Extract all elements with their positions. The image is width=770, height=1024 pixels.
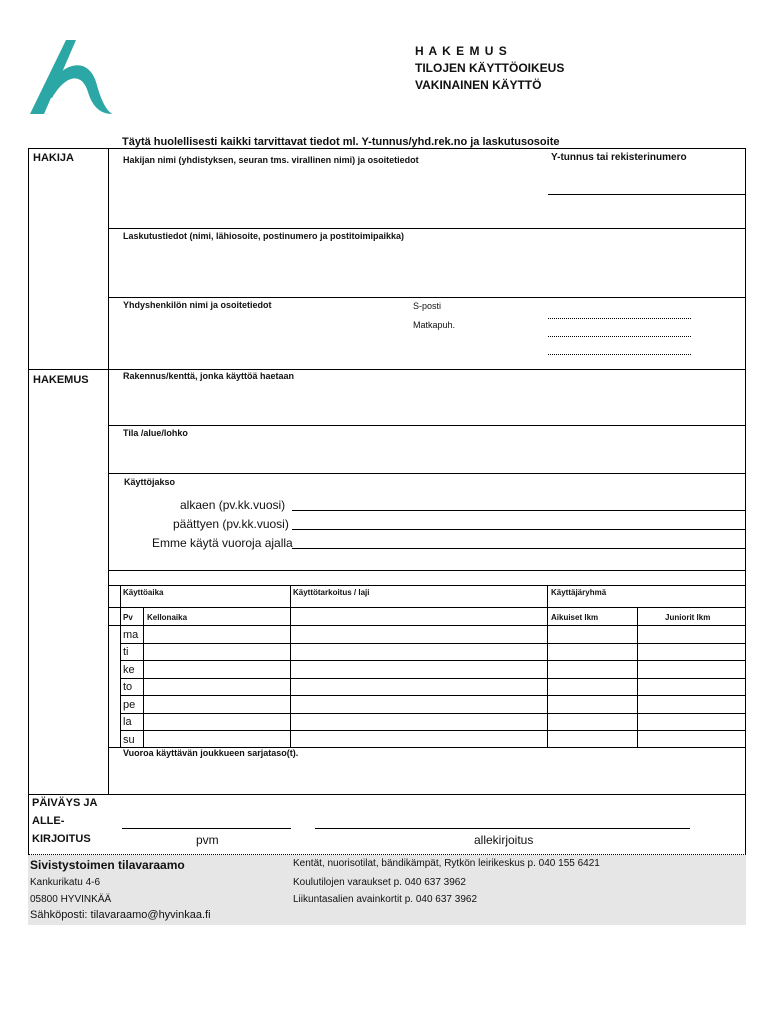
team-level-label: Vuoroa käyttävän joukkueen sarjataso(t). xyxy=(123,748,299,758)
usage-time-header: Käyttöaika xyxy=(123,588,164,597)
date-field[interactable] xyxy=(122,828,291,829)
phone-label: Matkapuh. xyxy=(413,320,456,330)
signature-label-2: ALLE- xyxy=(32,815,65,827)
form-title: H A K E M U S xyxy=(415,44,508,58)
applicant-name-label: Hakijan nimi (yhdistyksen, seuran tms. virallinen nimi) ja osoitetiedot xyxy=(123,155,419,165)
logo xyxy=(26,38,114,118)
form-subtitle-1: TILOJEN KÄYTTÖOIKEUS xyxy=(415,61,565,75)
phone-field[interactable] xyxy=(548,336,691,337)
signature-field[interactable] xyxy=(315,828,690,829)
day-wed: ke xyxy=(123,664,135,676)
start-date-label: alkaen (pv.kk.vuosi) xyxy=(180,498,286,512)
user-group-header: Käyttäjäryhmä xyxy=(551,588,607,597)
day-sat: la xyxy=(123,716,132,728)
space-field[interactable] xyxy=(112,440,742,470)
day-sun: su xyxy=(123,734,135,746)
signature-label-1: PÄIVÄYS JA xyxy=(32,797,98,809)
business-id-label: Y-tunnus tai rekisterinumero xyxy=(551,152,687,163)
email-field[interactable] xyxy=(548,318,691,319)
juniors-count-header: Juniorit lkm xyxy=(665,613,711,622)
space-label: Tila /alue/lohko xyxy=(123,428,188,438)
usage-purpose-header: Käyttötarkoitus / laji xyxy=(293,588,370,597)
footer-info-gyms: Liikuntasalien avainkortit p. 040 637 3962 xyxy=(293,894,478,905)
clock-time-header: Kellonaika xyxy=(147,613,188,622)
footer-postal: 05800 HYVINKÄÄ xyxy=(30,894,112,905)
contact-person-label: Yhdyshenkilön nimi ja osoitetiedot xyxy=(123,300,272,310)
email-label: S-posti xyxy=(413,301,442,311)
section-label-hakija: HAKIJA xyxy=(33,152,74,164)
contact-extra-field[interactable] xyxy=(548,354,691,355)
adults-count-header: Aikuiset lkm xyxy=(551,613,599,622)
usage-period-label: Käyttöjakso xyxy=(124,477,176,487)
day-header: Pv xyxy=(123,613,133,622)
section-label-hakemus: HAKEMUS xyxy=(33,374,89,386)
form-subtitle-2: VAKINAINEN KÄYTTÖ xyxy=(415,78,542,92)
footer-street: Kankurikatu 4-6 xyxy=(30,877,101,888)
billing-info-field[interactable] xyxy=(112,244,742,294)
no-use-period-label: Emme käytä vuoroja ajalla xyxy=(152,536,293,550)
billing-info-label: Laskutustiedot (nimi, lähiosoite, postinumero ja postitoimipaikka) xyxy=(123,231,405,241)
footer-info-fields: Kentät, nuorisotilat, bändikämpät, Rytkön leirikeskus p. 040 155 6421 xyxy=(293,858,600,869)
footer-info-schools: Koulutilojen varaukset p. 040 637 3962 xyxy=(293,877,466,888)
date-label: pvm xyxy=(196,833,219,847)
footer-org-name: Sivistystoimen tilavaraamo xyxy=(30,858,185,872)
end-date-label: päättyen (pv.kk.vuosi) xyxy=(173,517,289,531)
day-mon: ma xyxy=(123,629,139,641)
instruction-text: Täytä huolellisesti kaikki tarvittavat tiedot ml. Y-tunnus/yhd.rek.no ja laskutusosoite xyxy=(122,136,560,148)
footer-email: Sähköposti: tilavaraamo@hyvinkaa.fi xyxy=(30,909,211,921)
start-date-field[interactable] xyxy=(292,510,745,511)
building-label: Rakennus/kenttä, jonka käyttöä haetaan xyxy=(123,371,295,381)
day-fri: pe xyxy=(123,699,136,711)
business-id-field[interactable] xyxy=(548,194,745,195)
signature-label: allekirjoitus xyxy=(474,833,534,847)
day-tue: ti xyxy=(123,646,129,658)
signature-label-3: KIRJOITUS xyxy=(32,833,91,845)
day-thu: to xyxy=(123,681,133,693)
building-field[interactable] xyxy=(112,384,742,422)
no-use-period-field[interactable] xyxy=(292,548,745,549)
team-level-field[interactable] xyxy=(112,760,742,790)
end-date-field[interactable] xyxy=(292,529,745,530)
